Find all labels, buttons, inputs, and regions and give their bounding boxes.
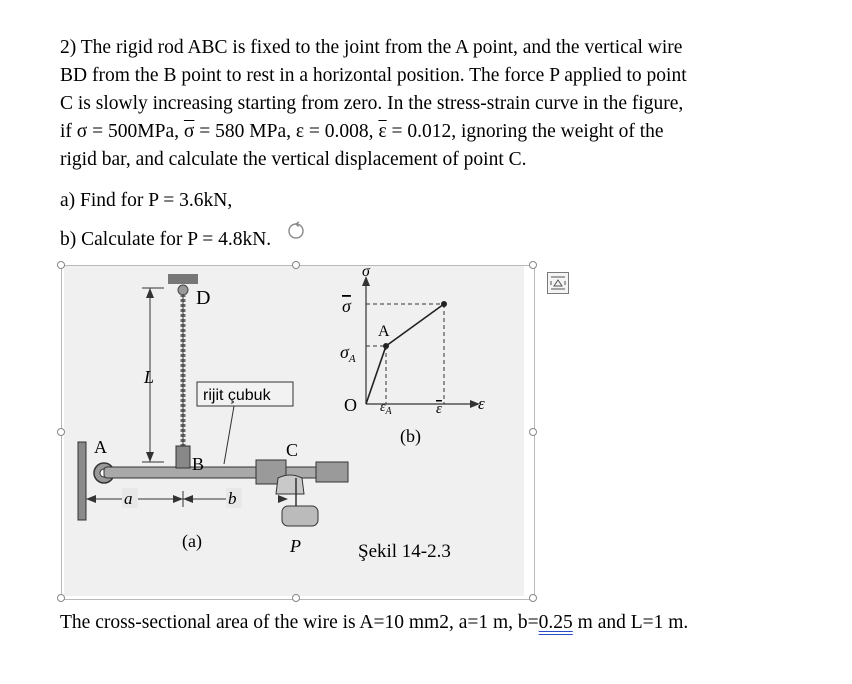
graph-point-a: [383, 343, 389, 349]
part-a-text: a) Find for P = 3.6kN,: [60, 190, 233, 211]
part-a-question: [60, 187, 800, 215]
problem-statement: [60, 34, 800, 174]
graph-eps-bar-label: ε: [436, 401, 442, 417]
layout-options-icon[interactable]: [547, 272, 569, 294]
graph-point-a-label: A: [378, 323, 390, 340]
resize-handle-bottom-left[interactable]: [57, 594, 65, 602]
problem-line-2: BD from the B point to rest in a horizontal position. The force P applied to point: [60, 65, 687, 86]
graph-sigma-bar-label: σ: [342, 296, 351, 316]
line4-part-b: = 580 MPa, ε = 0.008,: [194, 121, 379, 142]
bottom-caption: [60, 612, 688, 634]
problem-line-3: C is slowly increasing starting from zero. In the stress-strain curve in the figure,: [60, 93, 684, 114]
wrap-text-icon: [548, 273, 568, 293]
weight: [282, 506, 318, 526]
problem-line-4: [60, 118, 800, 146]
caption-b: (b): [400, 426, 421, 446]
label-a-point: A: [94, 437, 107, 457]
graph-eps-a-label: $\varepsilon_A$: [380, 400, 392, 417]
resize-handle-middle-right[interactable]: [529, 428, 537, 436]
graph-sigma-a-label: $\sigma_A$: [340, 342, 356, 365]
graph-sigma-label: σ: [362, 266, 370, 280]
part-b-question: [60, 226, 800, 254]
part-b-text: b) Calculate for P = 4.8kN.: [60, 229, 272, 250]
sigma-bar-symbol: $\overline{\sigma}$: [183, 121, 195, 142]
label-rod: rijit çubuk: [203, 387, 271, 404]
label-a-dimension: a: [124, 489, 133, 508]
wall-support: [78, 442, 86, 520]
caption-a: (a): [182, 531, 202, 551]
ceiling-support: [168, 274, 198, 284]
rotate-handle-icon[interactable]: [286, 221, 306, 241]
graph-eps-label: ε: [478, 394, 485, 413]
problem-line-5: rigid bar, and calculate the vertical displacement of point C.: [60, 149, 527, 170]
caption-value-b: 0.25: [538, 612, 573, 633]
figure-image: [64, 266, 524, 596]
caption-text-before: The cross-sectional area of the wire is A=10 mm2, a=1 m, b=: [60, 612, 539, 633]
label-d: D: [196, 287, 211, 309]
label-b-point: B: [192, 454, 205, 474]
line4-part-c: = 0.012, ignoring the weight of the: [386, 121, 664, 142]
clamp-b: [176, 446, 190, 468]
label-b-dimension: b: [228, 489, 237, 508]
resize-handle-top-right[interactable]: [529, 261, 537, 269]
hand: [276, 475, 304, 494]
resize-handle-top-left[interactable]: [57, 261, 65, 269]
resize-handle-top-center[interactable]: [292, 261, 300, 269]
resize-handle-bottom-center[interactable]: [292, 594, 300, 602]
label-c-point: C: [286, 440, 299, 460]
resize-handle-bottom-right[interactable]: [529, 594, 537, 602]
label-p: P: [290, 536, 301, 556]
figure-title: Şekil 14-2.3: [358, 541, 451, 562]
epsilon-bar-symbol: $\overline{\varepsilon}$: [378, 121, 387, 142]
problem-line-1: 2) The rigid rod ABC is fixed to the joint from the A point, and the vertical wire: [60, 37, 683, 58]
graph-origin-label: O: [344, 395, 357, 415]
resize-handle-middle-left[interactable]: [57, 428, 65, 436]
label-l: L: [144, 367, 155, 387]
caption-text-after: m and L=1 m.: [572, 612, 689, 633]
line4-part-a: if σ = 500MPa,: [60, 121, 184, 142]
